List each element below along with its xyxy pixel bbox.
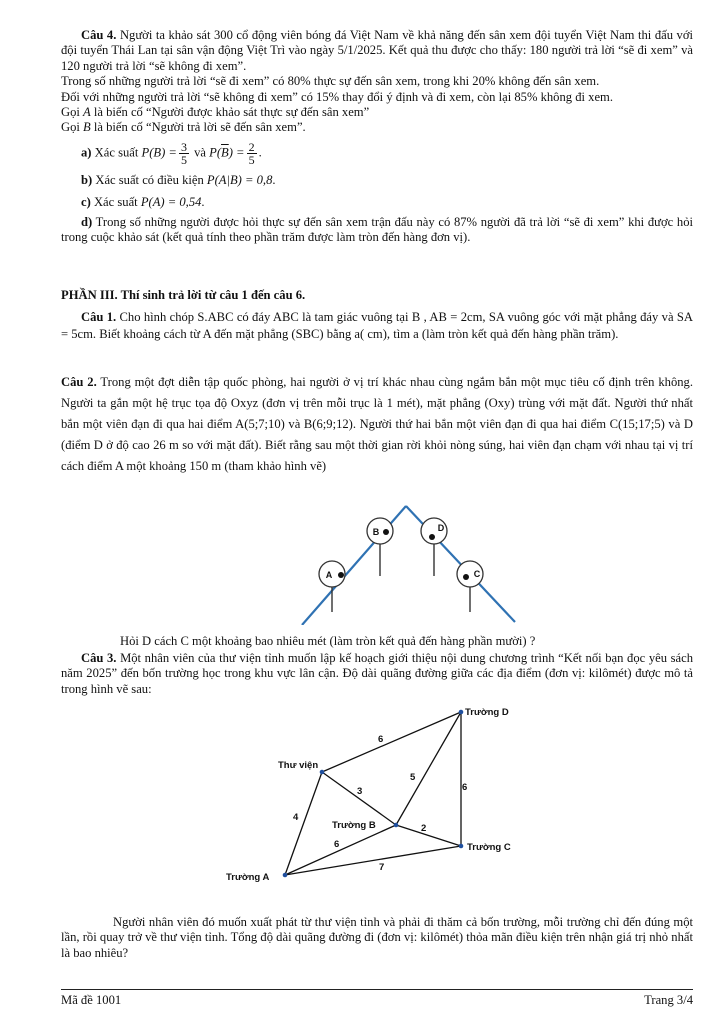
- fig-label-a: A: [325, 570, 333, 580]
- edge-weight-tv-d: 6: [378, 734, 384, 745]
- edge-weight-tv-b: 3: [357, 786, 363, 797]
- node-truong-a: Trường A: [226, 872, 270, 883]
- q4-line3: Đối với những người trả lời “sẽ không đi xem” có 15% thay đổi ý định và đi xem, còn lại 85% không đi xem.: [61, 89, 613, 104]
- edge-weight-a-c: 7: [379, 862, 385, 873]
- edge-weight-b-d: 5: [410, 772, 416, 783]
- fraction-3-5: $\frac{3}{5}$: [180, 139, 187, 167]
- question-1: Câu 1. Cho hình chóp S.ABC có đáy ABC là tam giác vuông tại B , AB = 2cm, SA vuông góc với mặt phẳng đáy và SA = 5cm. Biết khoảng cách từ A đến mặt phẳng (SBC) bằng a( cm), tìm a (làm tròn kết quả đến hàng phần trăm).: [61, 310, 693, 341]
- node-truong-d: Trường D: [465, 707, 509, 718]
- page-number: Trang 3/4: [644, 993, 693, 1007]
- q4-line2: Trong số những người trả lời “sẽ đi xem” có 80% thực sự đến sân xem, trong khi 20% không đến sân xem.: [61, 74, 600, 89]
- part-3-heading: PHẦN III. Thí sinh trả lời từ câu 1 đến câu 6.: [61, 288, 306, 302]
- node-truong-c: Trường C: [467, 842, 511, 853]
- q4-label: Câu 4.: [81, 28, 117, 42]
- edge-weight-a-b: 6: [334, 839, 340, 850]
- q4-option-d: d) Trong số những người được hỏi thực sự đến sân xem trận đấu này có 87% người đã trả lời “sẽ đi xem” khi được hỏi trong cuộc khảo sát (kết quả tính theo phần trăm được làm tròn đến hàng đơn vị).: [61, 214, 693, 245]
- question-2: Câu 2. Trong một đợt diễn tập quốc phòng, hai người ở vị trí khác nhau cùng ngắm bắn một mục tiêu cố định trên không. Người ta gắn một hệ trục tọa độ Oxyz (đơn vị trên mỗi trục là 1 mét), mặt phẳng (Oxy) trùng với mặt đất. Người thứ nhất bắn một viên đạn đi qua hai điểm A(5;7;10) và B(6;9;12). Người thứ hai bắn một viên đạn đi qua hai điểm C(15;17;5) và D (điểm D ở độ cao 26 m so với mặt đất). Biết rằng sau một thời gian rời khỏi nòng súng, hai viên đạn chạm với nhau tại vị trí cách điểm A một khoảng 150 m (tham khảo hình vẽ): [61, 375, 693, 473]
- edge-weight-b-c: 2: [421, 823, 427, 834]
- node-truong-b: Trường B: [332, 820, 376, 831]
- question-3: Câu 3. Một nhân viên của thư viện tỉnh muốn lập kế hoạch giới thiệu nội dung chương trình “Kết nối bạn đọc yêu sách năm 2025” đến bốn trường học trong khu vực lân cận. Độ dài quãng đường giữa các địa điểm (đơn vị: kilômét) được mô tả trong hình vẽ sau:: [61, 651, 693, 696]
- distance-graph-figure: [210, 700, 530, 890]
- fig-label-c: C: [473, 569, 481, 579]
- q4-option-b: b) Xác suất có điều kiện P(A|B) = 0,8.: [81, 172, 276, 187]
- q4-event-b: Gọi B là biến cố “Người trả lời sẽ đến sân xem”.: [61, 120, 306, 135]
- q4-event-a: Gọi A là biến cố “Người được khảo sát thực sự đến sân xem”: [61, 105, 370, 120]
- edge-weight-tv-a: 4: [293, 812, 299, 823]
- q4-intro: Người ta khảo sát 300 cổ động viên bóng đá Việt Nam về khả năng đến sân xem đội tuyển Việt Nam thi đấu với đội tuyển Thái Lan tại sân vận động Việt Trì vào ngày 5/1/2025. Kết quả thu được cho thấy: 180 người trả lời “sẽ đi xem” và 120 người trả lời “sẽ không đi xem”.: [61, 28, 693, 73]
- q4-option-a: a) Xác suất P(B) = $\frac{3}{5}$ và $P(\overline{B})$ = $\frac{2}{5}$ .: [81, 139, 262, 167]
- exam-code: Mã đề 1001: [61, 993, 122, 1007]
- q4-option-c: c) Xác suất P(A) = 0,54.: [81, 195, 205, 210]
- question-2-ask: Hỏi D cách C một khoảng bao nhiêu mét (làm tròn kết quả đến hàng phần mười) ?: [120, 634, 536, 648]
- fraction-2-5: $\frac{2}{5}$: [248, 139, 255, 167]
- node-thu-vien: Thư viện: [278, 760, 319, 771]
- fig-label-d: D: [437, 523, 445, 533]
- edge-weight-d-c: 6: [462, 782, 468, 793]
- question-3-ask: Người nhân viên đó muốn xuất phát từ thư viện tỉnh và phải đi thăm cả bốn trường, mỗi trường chỉ đến đúng một lần, rồi quay trở về thư viện tỉnh. Tổng độ dài quãng đường đi (đơn vị: kilômét) thỏa mãn điều kiện trên nhận giá trị nhỏ nhất là bao nhiêu?: [61, 915, 693, 960]
- fig-label-b: B: [372, 527, 380, 537]
- page-footer: [61, 989, 693, 1008]
- bullet-trajectory-figure: [290, 500, 530, 625]
- question-4: [61, 28, 693, 245]
